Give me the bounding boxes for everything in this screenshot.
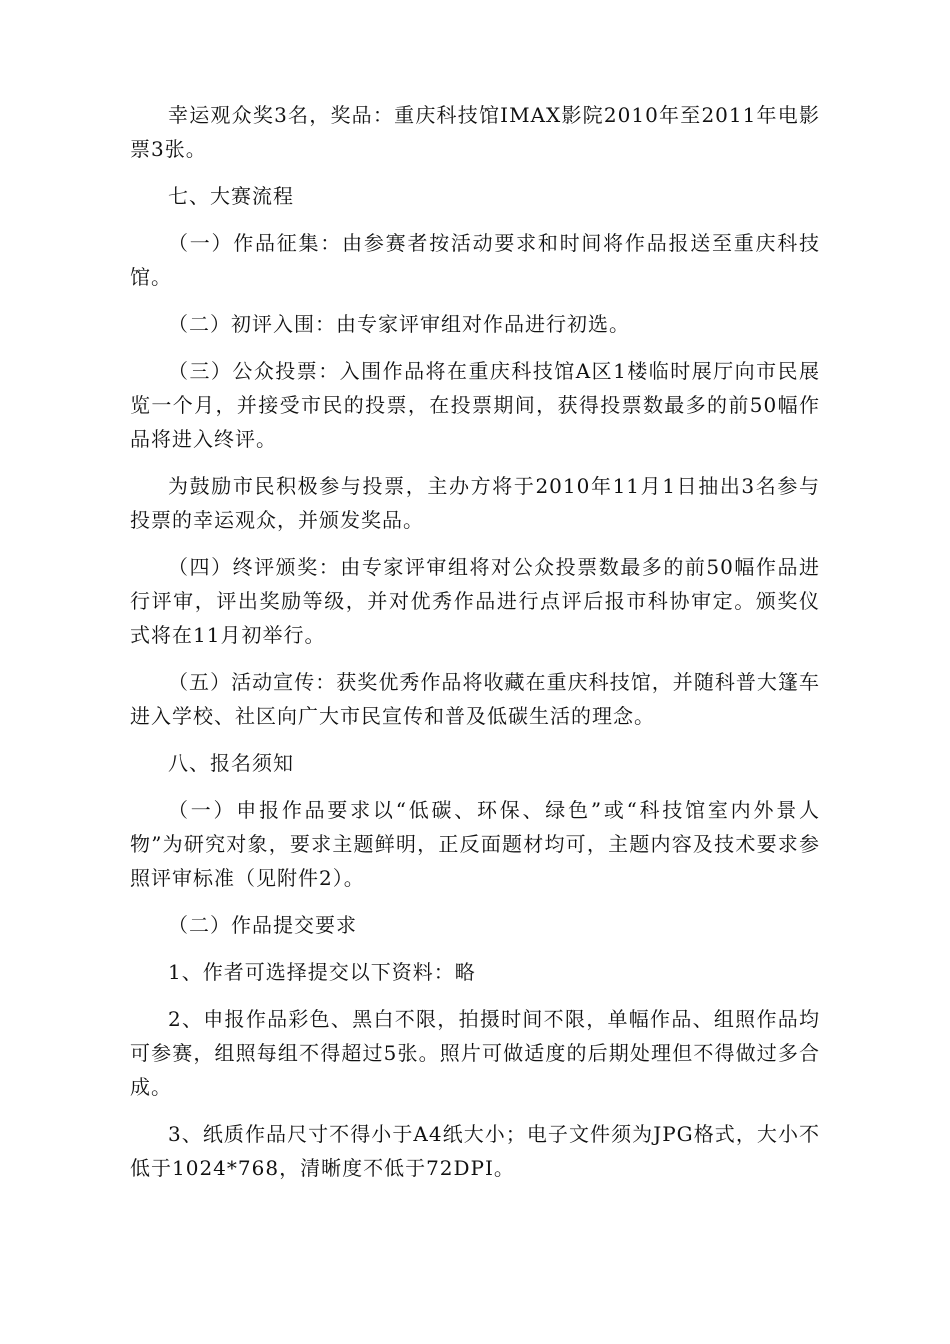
- submission-item-1: 1、作者可选择提交以下资料：略: [168, 960, 476, 984]
- submission-item-2: 2、申报作品彩色、黑白不限，拍摄时间不限，单幅作品、组照作品均可参赛，组照每组不得超过5张。照片可做适度的后期处理但不得做过多合成。: [130, 1007, 820, 1099]
- document-body: [130, 98, 820, 1198]
- submission-item-3: 3、纸质作品尺寸不得小于A4纸大小；电子文件须为JPG格式，大小不低于1024*768，清晰度不低于72DPI。: [130, 1122, 820, 1180]
- process-vote-incentive: 为鼓励市民积极参与投票，主办方将于2010年11月1日抽出3名参与投票的幸运观众，并颁发奖品。: [130, 474, 820, 532]
- prize-lucky-audience: 幸运观众奖3名，奖品：重庆科技馆IMAX影院2010年至2011年电影票3张。: [130, 103, 820, 161]
- registration-topic-requirement: （一）申报作品要求以“低碳、环保、绿色”或“科技馆室内外景人物”为研究对象，要求主题鲜明，正反面题材均可，主题内容及技术要求参照评审标准（见附件2）。: [130, 798, 820, 890]
- process-step-preliminary: （二）初评入围：由专家评审组对作品进行初选。: [168, 312, 630, 336]
- subsection-heading-submission: （二）作品提交要求: [168, 913, 357, 937]
- section-heading-contest-process: 七、大赛流程: [168, 184, 294, 208]
- process-step-collection: （一）作品征集：由参赛者按活动要求和时间将作品报送至重庆科技馆。: [130, 231, 820, 289]
- process-step-final-award: （四）终评颁奖：由专家评审组将对公众投票数最多的前50幅作品进行评审，评出奖励等级，并对优秀作品进行点评后报市科协审定。颁奖仪式将在11月初举行。: [130, 555, 820, 647]
- section-heading-registration: 八、报名须知: [168, 751, 294, 775]
- process-step-public-vote: （三）公众投票：入围作品将在重庆科技馆A区1楼临时展厅向市民展览一个月，并接受市民的投票，在投票期间，获得投票数最多的前50幅作品将进入终评。: [130, 359, 820, 451]
- process-step-promotion: （五）活动宣传：获奖优秀作品将收藏在重庆科技馆，并随科普大篷车进入学校、社区向广大市民宣传和普及低碳生活的理念。: [130, 670, 820, 728]
